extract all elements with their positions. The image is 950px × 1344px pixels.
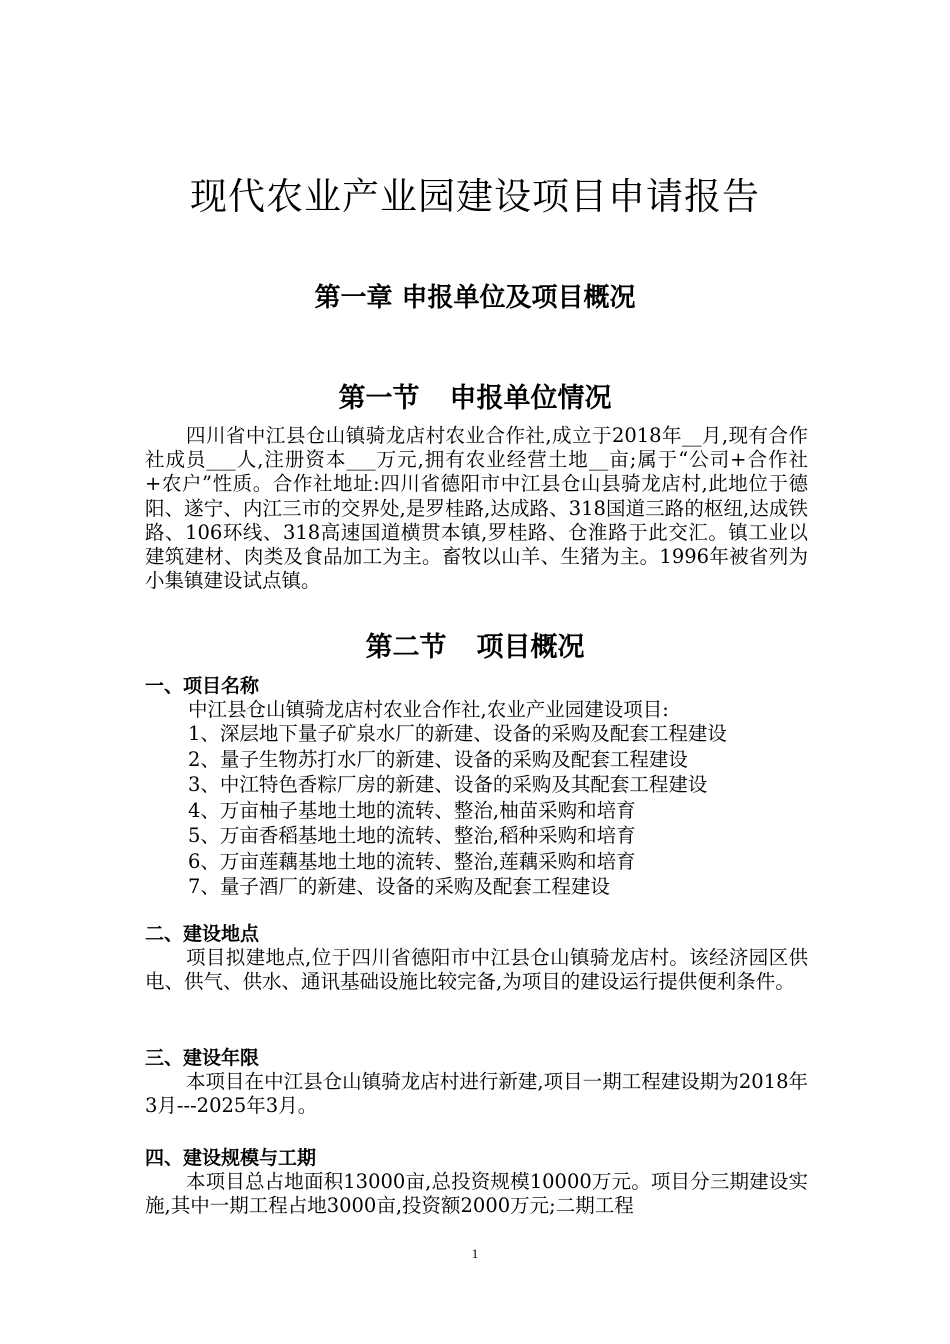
section-1-title: 申报单位情况 bbox=[449, 383, 612, 414]
list-item: 4、万亩柚子基地土地的流转、整治,柚苗采购和培育 bbox=[188, 798, 636, 822]
list-item: 2、量子生物苏打水厂的新建、设备的采购及配套工程建设 bbox=[188, 747, 688, 771]
period-heading: 三、建设年限 bbox=[145, 1047, 260, 1069]
project-items-list bbox=[188, 721, 818, 900]
section-1-heading bbox=[0, 379, 950, 419]
document-title: 现代农业产业园建设项目申请报告 bbox=[190, 175, 760, 218]
project-name-heading: 一、项目名称 bbox=[145, 675, 260, 697]
location-paragraph: 项目拟建地点,位于四川省德阳市中江县仓山镇骑龙店村。该经济园区供电、供气、供水、通讯基础设施比较完备,为项目的建设运行提供便利条件。 bbox=[145, 946, 808, 994]
scale-paragraph: 本项目总占地面积13000亩,总投资规模10000万元。项目分三期建设实施,其中一期工程占地3000亩,投资额2000万元;二期工程 bbox=[145, 1170, 808, 1218]
list-item: 7、量子酒厂的新建、设备的采购及配套工程建设 bbox=[188, 875, 610, 898]
chapter-title: 第一章 申报单位及项目概况 bbox=[314, 283, 636, 313]
section-2-number: 第二节 bbox=[365, 632, 447, 663]
section-2-title: 项目概况 bbox=[476, 632, 585, 663]
location-heading: 二、建设地点 bbox=[145, 923, 260, 945]
list-item: 6、万亩莲藕基地土地的流转、整治,莲藕采购和培育 bbox=[188, 849, 636, 873]
period-paragraph: 本项目在中江县仓山镇骑龙店村进行新建,项目一期工程建设期为2018年3月---2025年3月。 bbox=[145, 1070, 808, 1118]
section-2-heading bbox=[0, 628, 950, 668]
scale-heading: 四、建设规模与工期 bbox=[145, 1147, 317, 1169]
list-item: 3、中江特色香粽厂房的新建、设备的采购及其配套工程建设 bbox=[188, 773, 708, 796]
page-number: 1 bbox=[471, 1246, 479, 1261]
section-1-number: 第一节 bbox=[338, 383, 420, 414]
list-item: 1、深层地下量子矿泉水厂的新建、设备的采购及配套工程建设 bbox=[188, 722, 727, 745]
list-item: 5、万亩香稻基地土地的流转、整治,稻种采购和培育 bbox=[188, 824, 636, 847]
project-name-intro: 中江县仓山镇骑龙店村农业合作社,农业产业园建设项目: bbox=[188, 698, 669, 721]
applicant-info-paragraph: 四川省中江县仓山镇骑龙店村农业合作社,成立于2018年__月,现有合作社成员___人,注册资本___万元,拥有农业经营土地__亩;属于“公司+合作社+农户”性质。合作社地址:四川省德阳市中江县仓山县骑龙店村,此地位于德阳、遂宁、内江三市的交界处,是罗桂路,达成路、318国道三路的枢纽,达成铁路、106环线、318高速国道横贯本镇,罗桂路、仓淮路于此交汇。镇工业以建筑建材、肉类及食品加工为主。畜牧以山羊、生猪为主。1996年被省列为小集镇建设试点镇。 bbox=[145, 424, 808, 593]
